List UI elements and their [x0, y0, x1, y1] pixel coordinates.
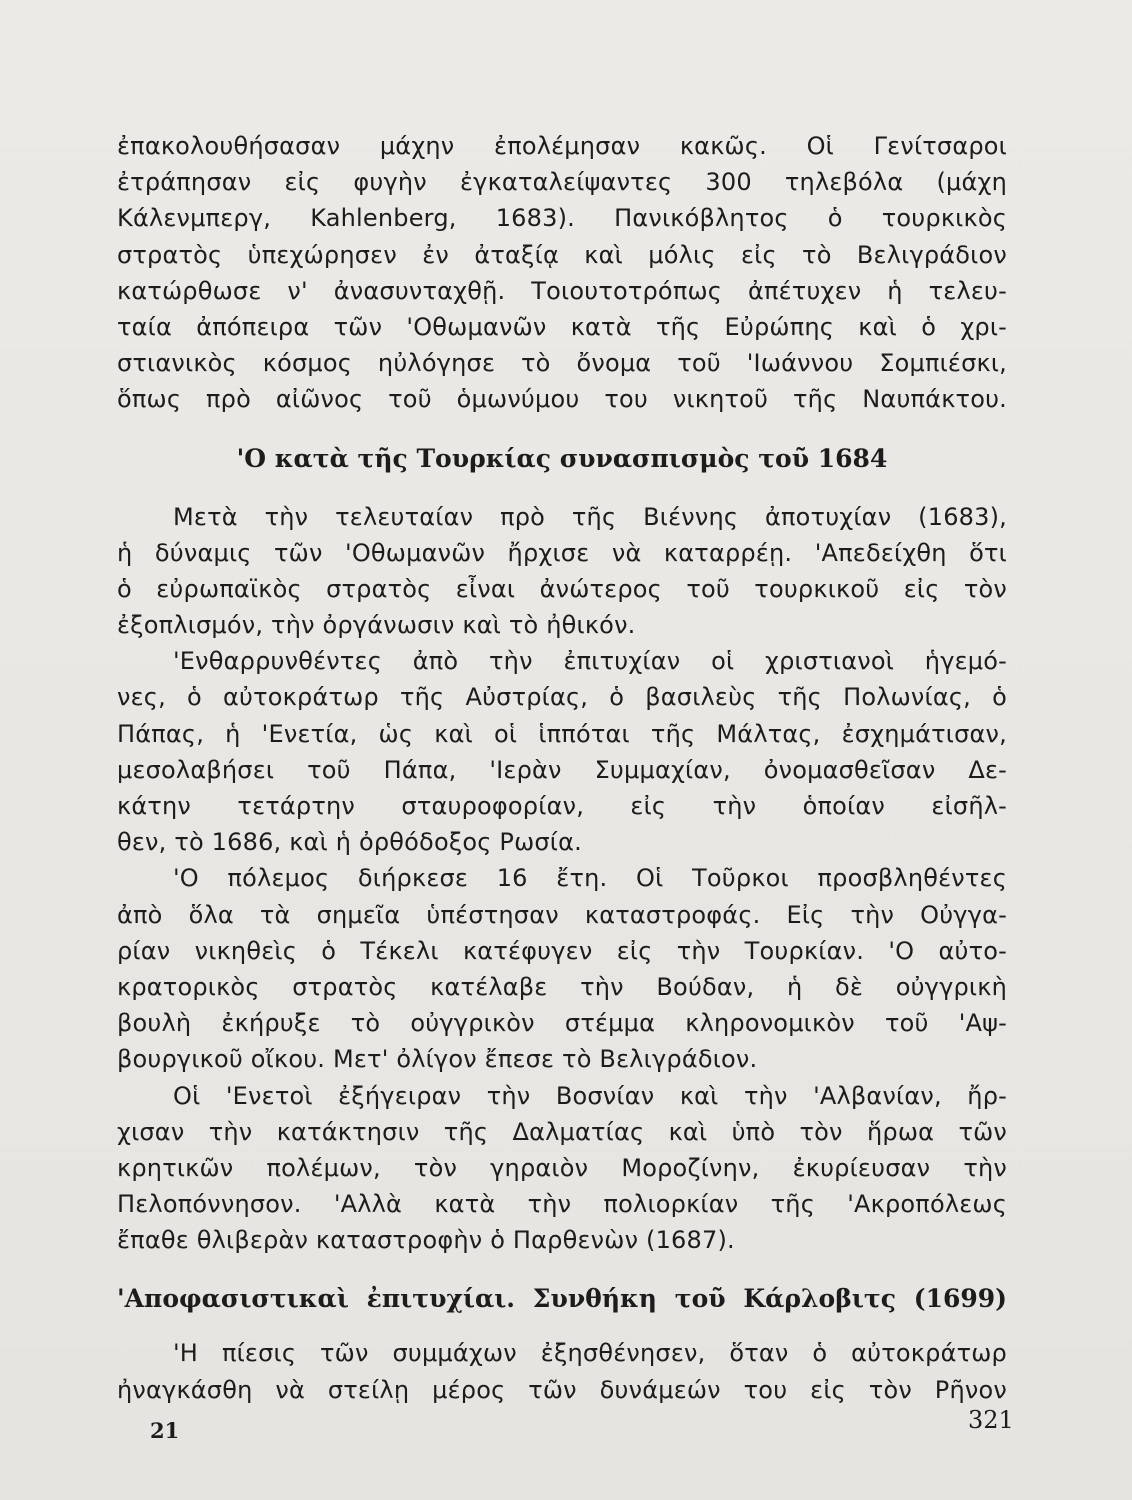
text-line: ταία ἀπόπειρα τῶν 'Οθωμανῶν κατὰ τῆς Εὐρώπης καὶ ὁ χρι-: [117, 312, 1007, 341]
section-heading-karlowitz: 'Αποφασιστικαὶ ἐπιτυχίαι. Συνθήκη τοῦ Κάρλοβιτς (1699): [117, 1284, 1007, 1314]
paragraph-4: [117, 860, 1007, 1077]
text-line: κάτην τετάρτην σταυροφορίαν, εἰς τὴν ὁποίαν εἰσῆλ-: [117, 792, 1007, 820]
text-line: στιανικὸς κόσμος ηὐλόγησε τὸ ὄνομα τοῦ 'Ιωάννου Σομπιέσκι,: [117, 349, 1007, 378]
paragraph-5: [117, 1078, 1007, 1259]
text-line: χισαν τὴν κατάκτησιν τῆς Δαλματίας καὶ ὑπὸ τὸν ἥρωα τῶν: [117, 1117, 1007, 1146]
text-line: ρίαν νικηθεὶς ὁ Τέκελι κατέφυγεν εἰς τὴν Τουρκίαν. 'Ο αὐτο-: [117, 936, 1007, 965]
text-line: ἡ δύναμις τῶν 'Οθωμανῶν ἤρχισε νὰ καταρρέῃ. 'Απεδείχθη ὅτι: [117, 538, 1007, 567]
text-line: θεν, τὸ 1686, καὶ ἡ ὀρθόδοξος Ρωσία.: [117, 828, 582, 857]
text-line: Μετὰ τὴν τελευταίαν πρὸ τῆς Βιέννης ἀποτυχίαν (1683),: [173, 502, 1007, 531]
text-line: νες, ὁ αὐτοκράτωρ τῆς Αὐστρίας, ὁ βασιλεὺς τῆς Πολωνίας, ὁ: [117, 683, 1007, 712]
paragraph-1: [117, 128, 1007, 418]
text-line: στρατὸς ὑπεχώρησεν ἐν ἀταξίᾳ καὶ μόλις εἰς τὸ Βελιγράδιον: [117, 240, 1007, 269]
text-line: ὁ εὐρωπαϊκὸς στρατὸς εἶναι ἀνώτερος τοῦ τουρκικοῦ εἰς τὸν: [117, 574, 1007, 603]
section-heading-1684: 'Ο κατὰ τῆς Τουρκίας συνασπισμὸς τοῦ 1684: [236, 443, 888, 473]
text-line: 'Η πίεσις τῶν συμμάχων ἐξησθένησεν, ὅταν ὁ αὐτοκράτωρ: [173, 1339, 1007, 1368]
text-line: Πάπας, ἡ 'Ενετία, ὡς καὶ οἱ ἱππόται τῆς Μάλτας, ἐσχημάτισαν,: [117, 719, 1007, 748]
paragraph-2: [117, 499, 1007, 644]
text-line: Κάλενμπεργ, Kahlenberg, 1683). Πανικόβλητος ὁ τουρκικὸς: [117, 204, 1007, 233]
text-line: μεσολαβήσει τοῦ Πάπα, 'Ιερὰν Συμμαχίαν, ὀνομασθεῖσαν Δε-: [117, 755, 1007, 784]
text-line: ἐξοπλισμόν, τὴν ὀργάνωσιν καὶ τὸ ἠθικόν.: [117, 611, 636, 640]
signature-mark: 21: [150, 1418, 180, 1443]
text-line: βουργικοῦ οἴκου. Μετ' ὀλίγον ἔπεσε τὸ Βελιγράδιον.: [117, 1045, 758, 1074]
text-line: ἀπὸ ὅλα τὰ σημεῖα ὑπέστησαν καταστροφάς. Εἰς τὴν Οὐγγα-: [117, 900, 1007, 929]
text-line: κρητικῶν πολέμων, τὸν γηραιὸν Μοροζίνην, ἐκυρίευσαν τὴν: [117, 1153, 1007, 1182]
text-line: ἐπακολουθήσασαν μάχην ἐπολέμησαν κακῶς. Οἱ Γενίτσαροι: [117, 132, 1007, 160]
text-line: ἐτράπησαν εἰς φυγὴν ἐγκαταλείψαντες 300 τηλεβόλα (μάχη: [117, 168, 1007, 197]
text-line: ἔπαθε θλιβερὰν καταστροφὴν ὁ Παρθενὼν (1687).: [117, 1226, 735, 1255]
text-line: Πελοπόννησον. 'Αλλὰ κατὰ τὴν πολιορκίαν τῆς 'Ακροπόλεως: [117, 1190, 1007, 1219]
text-line: βουλὴ ἐκήρυξε τὸ οὐγγρικὸν στέμμα κληρονομικὸν τοῦ 'Αψ-: [117, 1009, 1007, 1038]
page-number: 321: [968, 1406, 1014, 1434]
text-line: ἠναγκάσθη νὰ στείλῃ μέρος τῶν δυνάμεών του εἰς τὸν Ρῆνον: [117, 1375, 1007, 1404]
paragraph-6: [117, 1335, 1007, 1407]
text-line: κρατορικὸς στρατὸς κατέλαβε τὴν Βούδαν, ἡ δὲ οὐγγρικὴ: [117, 972, 1007, 1001]
text-line: 'Ο πόλεμος διήρκεσε 16 ἔτη. Οἱ Τοῦρκοι προσβληθέντες: [173, 864, 1007, 893]
text-line: 'Ενθαρρυνθέντες ἀπὸ τὴν ἐπιτυχίαν οἱ χριστιανοὶ ἡγεμό-: [173, 647, 1007, 676]
text-line: Οἱ 'Ενετοὶ ἐξήγειραν τὴν Βοσνίαν καὶ τὴν 'Αλβανίαν, ἤρ-: [173, 1081, 1007, 1110]
text-line: ὅπως πρὸ αἰῶνος τοῦ ὁμωνύμου του νικητοῦ τῆς Ναυπάκτου.: [117, 385, 1007, 414]
page-body: [117, 128, 1007, 1408]
text-line: κατώρθωσε ν' ἀνασυνταχθῇ. Τοιουτοτρόπως ἀπέτυχεν ἡ τελευ-: [117, 276, 1007, 305]
paragraph-3: [117, 643, 1007, 860]
